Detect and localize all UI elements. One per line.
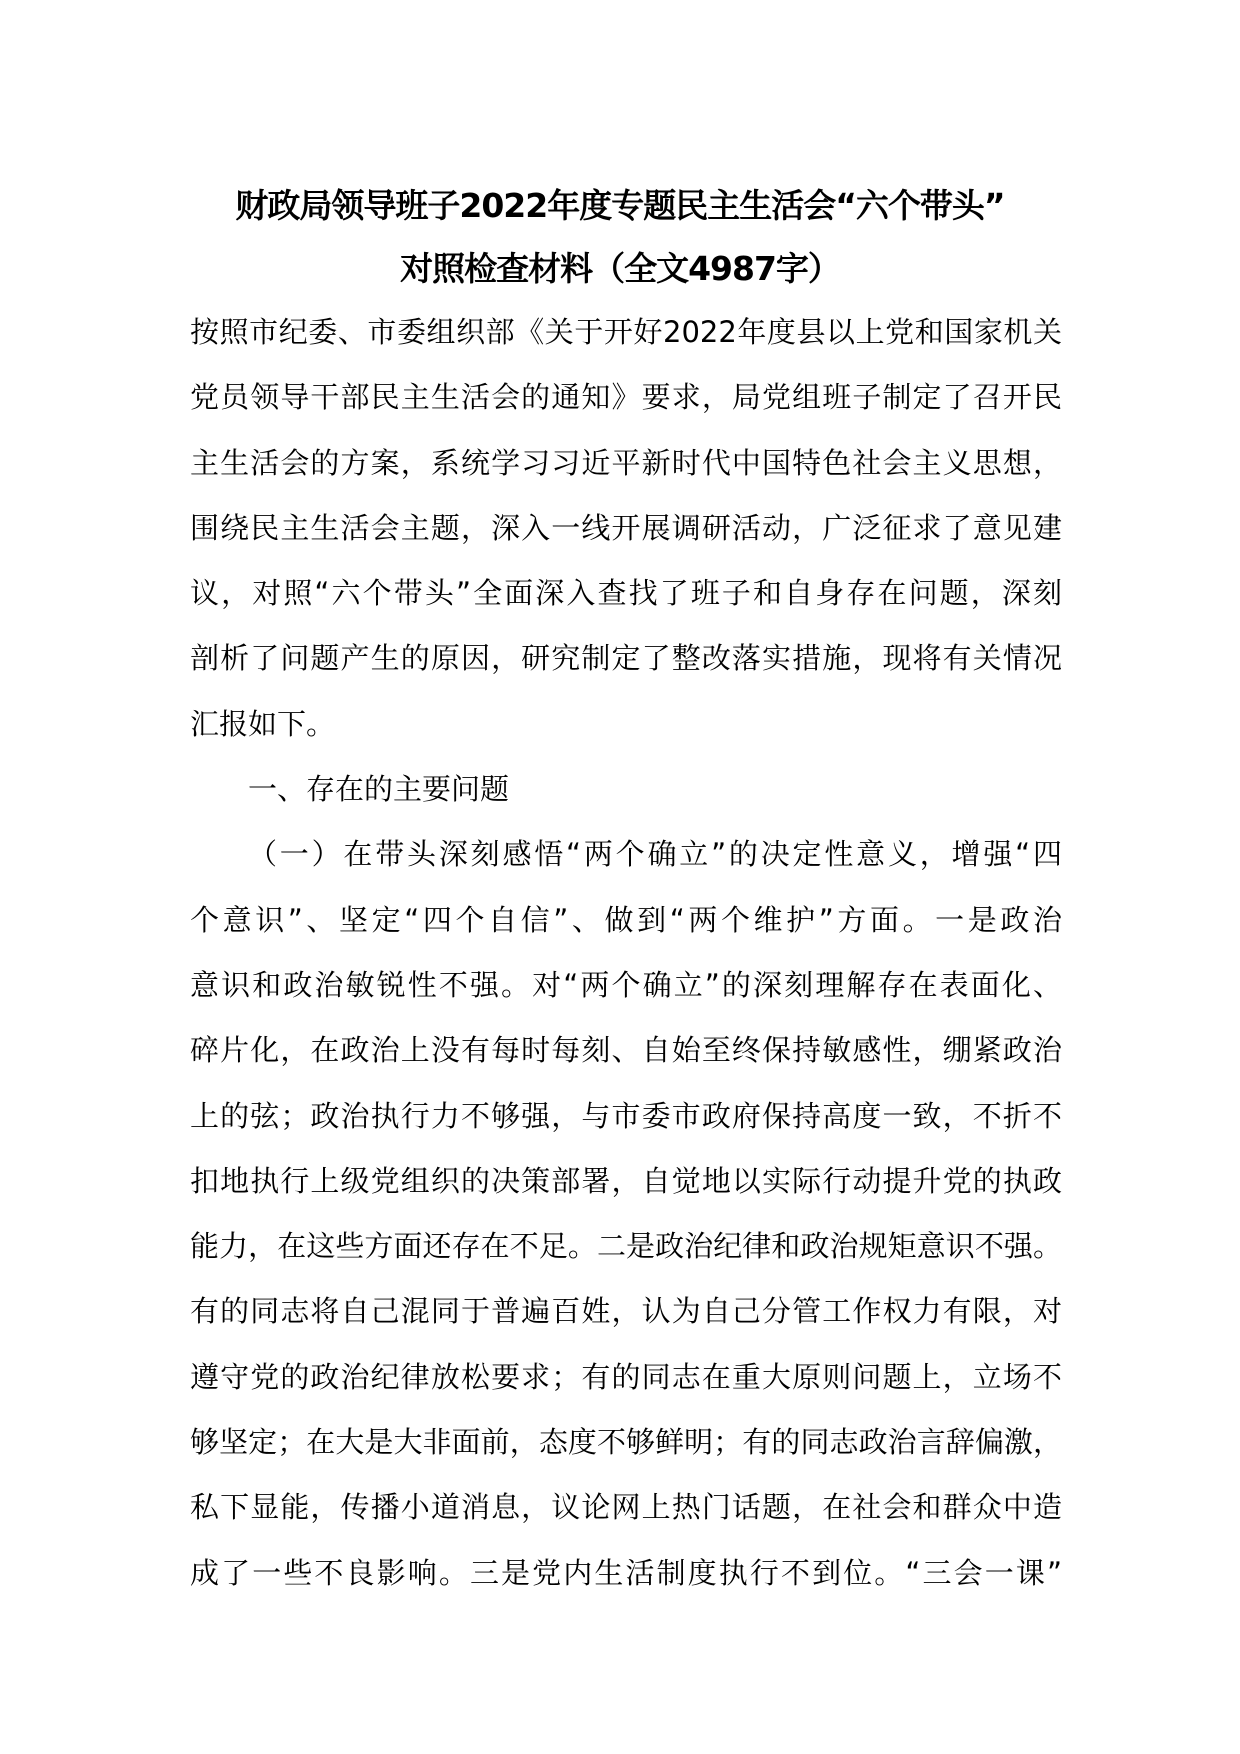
body-line: 围绕民主生活会主题，深入一线开展调研活动，广泛征求了意见建 (190, 510, 1062, 545)
body-line: 议，对照“六个带头”全面深入查找了班子和自身存在问题，深刻 (190, 576, 1062, 611)
body-line: 够坚定；在大是大非面前，态度不够鲜明；有的同志政治言辞偏激， (190, 1425, 1062, 1460)
body-line: 主生活会的方案，系统学习习近平新时代中国特色社会主义思想， (190, 445, 1062, 480)
document-title-line-2: 对照检查材料（全文4987字） (400, 249, 840, 288)
body-line: 能力，在这些方面还存在不足。二是政治纪律和政治规矩意识不强。 (190, 1229, 1062, 1264)
body-line: 扣地执行上级党组织的决策部署，自觉地以实际行动提升党的执政 (190, 1163, 1062, 1198)
section-heading: 一、存在的主要问题 (248, 772, 510, 807)
body-line: （一）在带头深刻感悟“两个确立”的决定性意义，增强“四 (248, 837, 1062, 872)
body-line: 遵守党的政治纪律放松要求；有的同志在重大原则问题上，立场不 (190, 1359, 1062, 1394)
body-line: 成了一些不良影响。三是党内生活制度执行不到位。“三会一课” (190, 1555, 1062, 1590)
body-line: 汇报如下。 (190, 706, 336, 741)
body-line: 碎片化，在政治上没有每时每刻、自始至终保持敏感性，绷紧政治 (190, 1033, 1062, 1068)
body-line: 有的同志将自己混同于普遍百姓，认为自己分管工作权力有限，对 (190, 1294, 1062, 1329)
body-line: 上的弦；政治执行力不够强，与市委市政府保持高度一致，不折不 (190, 1098, 1062, 1133)
body-line: 按照市纪委、市委组织部《关于开好2022年度县以上党和国家机关 (190, 315, 1062, 349)
body-line: 党员领导干部民主生活会的通知》要求，局党组班子制定了召开民 (190, 380, 1062, 415)
body-line: 私下显能，传播小道消息，议论网上热门话题，在社会和群众中造 (190, 1490, 1062, 1525)
body-line: 意识和政治敏锐性不强。对“两个确立”的深刻理解存在表面化、 (190, 967, 1062, 1002)
body-line: 剖析了问题产生的原因，研究制定了整改落实措施，现将有关情况 (190, 641, 1062, 676)
document-body (190, 308, 1062, 1614)
body-line: 个意识”、坚定“四个自信”、做到“两个维护”方面。一是政治 (190, 902, 1062, 937)
document-title-line-1: 财政局领导班子2022年度专题民主生活会“六个带头” (235, 186, 1005, 225)
